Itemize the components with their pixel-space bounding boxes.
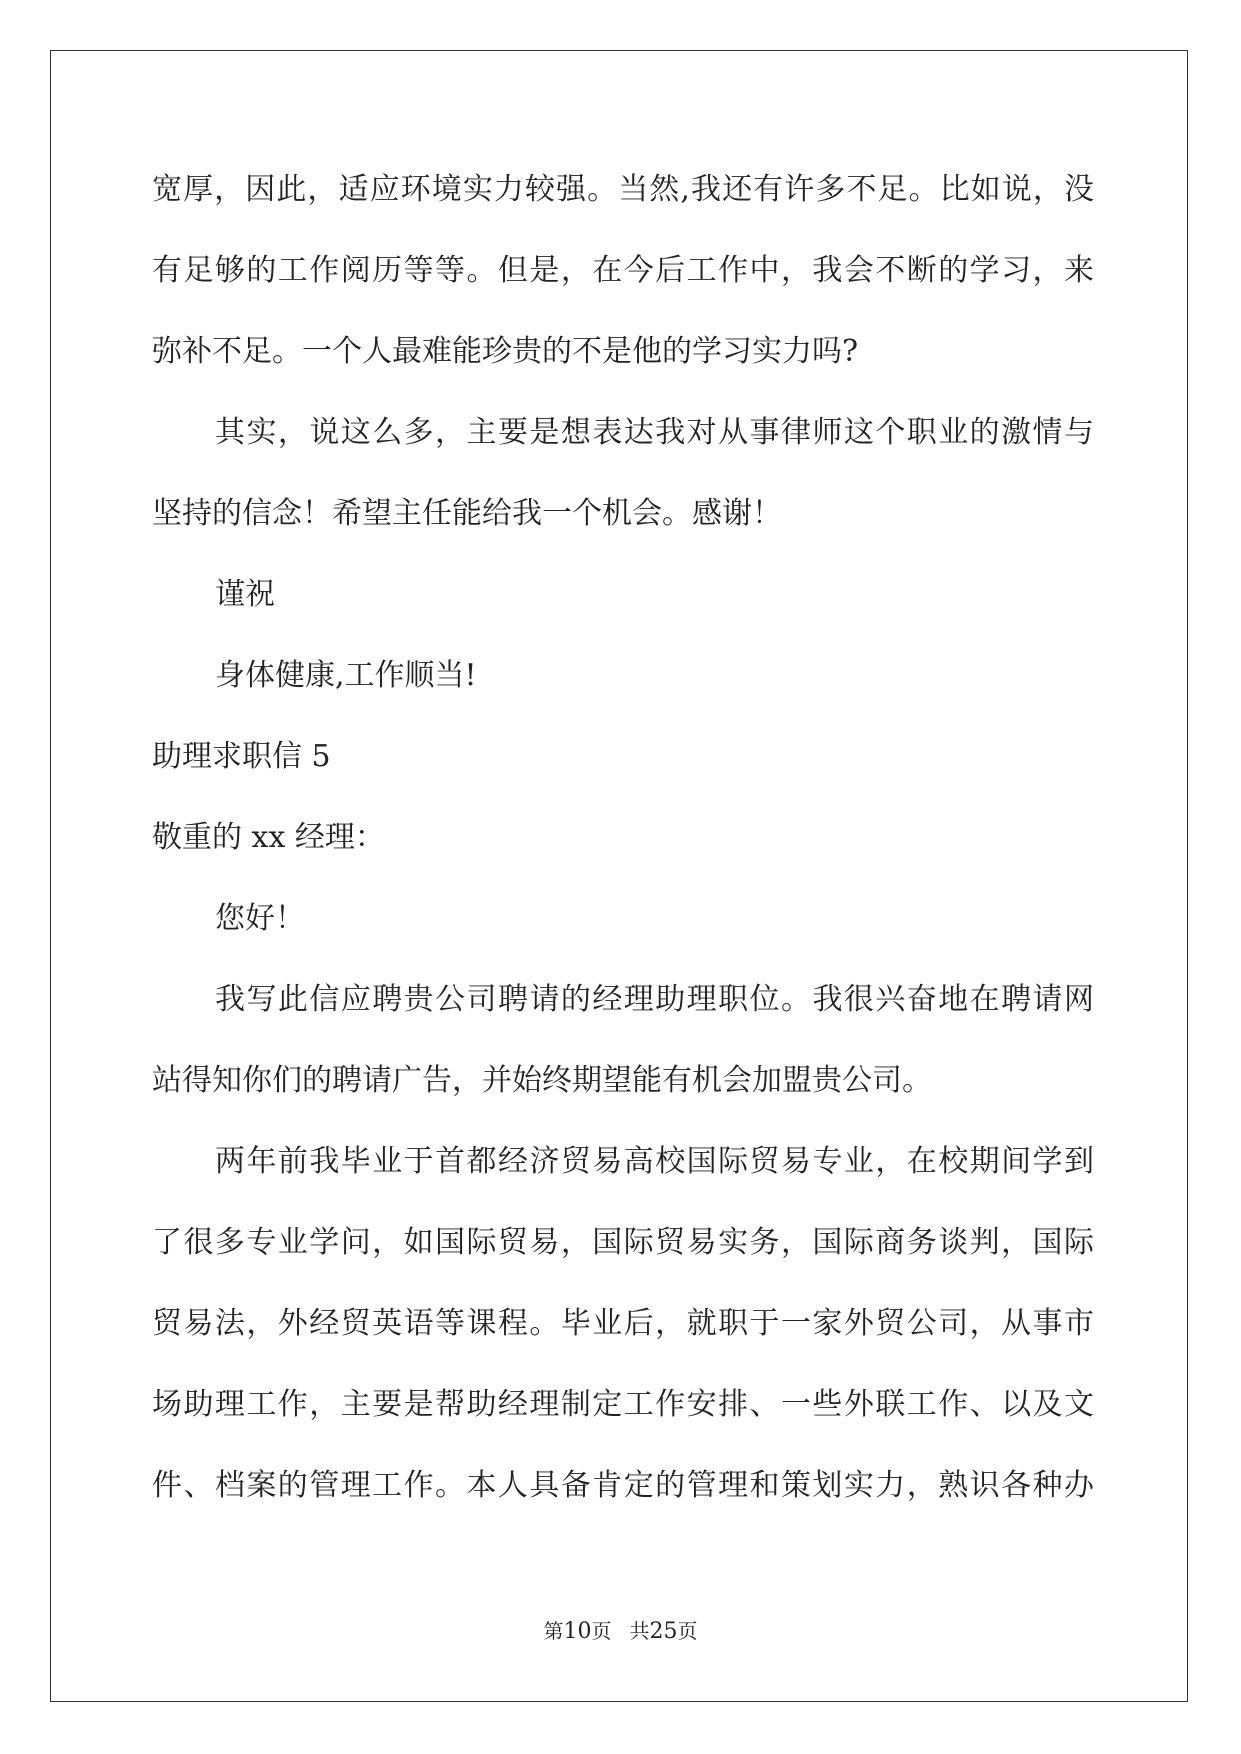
text-line: 我写此信应聘贵公司聘请的经理助理职位。我很兴奋地在聘请网 — [215, 982, 1094, 1017]
text-line: 站得知你们的聘请广告，并始终期望能有机会加盟贵公司。 — [152, 1063, 932, 1098]
text-line: 件、档案的管理工作。本人具备肯定的管理和策划实力，熟识各种办 — [152, 1468, 1094, 1503]
section-heading: 助理求职信 5 — [152, 739, 331, 774]
text-line: 宽厚，因此，适应环境实力较强。当然,我还有许多不足。比如说，没 — [152, 172, 1094, 207]
text-line: 弥补不足。一个人最难能珍贵的不是他的学习实力吗? — [152, 334, 859, 369]
footer-page-suffix: 页 — [591, 1619, 612, 1643]
document-body — [152, 160, 1094, 1537]
current-page-number: 10 — [563, 1619, 592, 1644]
closing-salutation: 谨祝 — [215, 577, 275, 612]
greeting: 您好！ — [215, 901, 305, 936]
footer-total-prefix: 共 — [629, 1619, 650, 1643]
text-line: 坚持的信念！希望主任能给我一个机会。感谢！ — [152, 496, 782, 531]
text-line: 两年前我毕业于首都经济贸易高校国际贸易专业，在校期间学到 — [215, 1144, 1094, 1179]
page-footer — [0, 1617, 1241, 1646]
text-line: 了很多专业学问，如国际贸易，国际贸易实务，国际商务谈判，国际 — [152, 1225, 1094, 1260]
text-line: 场助理工作，主要是帮助经理制定工作安排、一些外联工作、以及文 — [152, 1387, 1094, 1422]
total-pages-number: 25 — [649, 1619, 678, 1644]
text-line: 其实，说这么多，主要是想表达我对从事律师这个职业的激情与 — [215, 415, 1094, 450]
closing-wish: 身体健康,工作顺当! — [215, 658, 477, 693]
text-line: 有足够的工作阅历等等。但是，在今后工作中，我会不断的学习，来 — [152, 253, 1094, 288]
text-line: 贸易法，外经贸英语等课程。毕业后，就职于一家外贸公司，从事市 — [152, 1306, 1094, 1341]
footer-prefix: 第 — [543, 1619, 564, 1643]
footer-total-suffix: 页 — [677, 1619, 698, 1643]
letter-salutation: 敬重的 xx 经理： — [152, 820, 385, 855]
